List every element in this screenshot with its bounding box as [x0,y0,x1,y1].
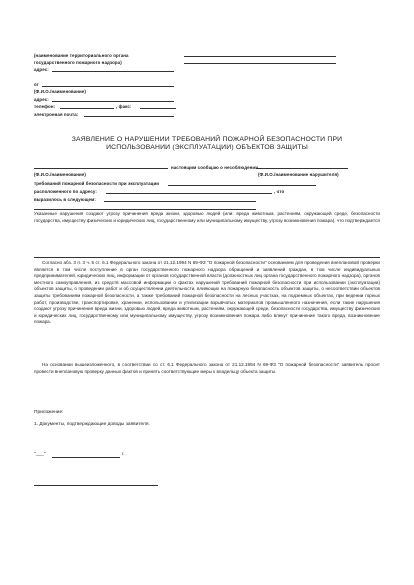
attachments-heading: Приложение: [34,410,64,415]
violator-line [256,168,348,169]
address-line-2 [52,101,174,102]
email-label: электронная почта: [34,112,79,117]
phone-line [60,108,114,109]
violator-caption: (Ф.И.О./наименование нарушителя) [258,172,339,177]
location-line [106,193,272,194]
fio-caption: (Ф.И.О./наименование) [34,172,86,177]
date-line [52,457,120,458]
address-label-1: адрес: [34,67,49,72]
location-label: расположенного по адресу: [34,189,97,194]
phone-label: телефон: [34,104,56,109]
applicant-label: (Ф.И.О./наименование) [34,89,86,94]
paragraph-legal-basis: Согласно абз. 3 п. 3 ч. 5 ст. 6.1 Федерального закона от 21.12.1994 N 69-ФЗ "О пожарной безопасности" основанием для проведения внеплановой проверки является в том числе поступление в орган государственного пожарного надзора обращений и заявлений граждан, в том числе индивидуальных предпринимателей, юридических лиц, информации от органов государственной власти (должностных лиц органа государственного пожарного надзора), органов местного самоуправления, из средств массовой информации о фактах нарушений требований пожарной безопасности при использовании (эксплуатации) объектов защиты, о проведении работ и об осуществлении деятельности, влияющих на пожарную безопасность объектов защиты, о несоответствии объектов защиты требованиям пожарной безопасности, а также требований пожарной безопасности на лесных участках, на подземных объектах, при ведении горных работ, производстве, транспортировке, хранении, использовании и утилизации взрывчатых материалов промышленного назначения, если такие нарушения создают угрозу причинения вреда жизни, здоровью людей, вреда животным, растениям, окружающей среде, безопасности государства, имуществу физических и юридических лиц, государственному или муниципальному имуществу, угрозу возникновения пожара либо влекут причинение такого вреда, возникновение пожара. [34,260,380,325]
document-title [40,136,374,153]
date-prefix: "___" [34,452,46,457]
what-label: , что [274,189,285,194]
addressee-label: (наименование территориального органа [34,53,129,58]
email-line [84,116,174,117]
address-line-1 [52,71,174,72]
signature-line [34,485,158,486]
year-suffix: г. [122,452,125,457]
paragraph-threat: Указанные нарушения создают угрозу причинения вреда жизни, здоровью людей (или: вреда животным, растениям, окружающей среде, безопасности государства, имуществу физических и юридических лиц, государственному или муниципальному имуществу, угрозу возникновения пожара), что подтверждается [34,211,380,223]
expressed-label: выразилось в следующем: [34,197,96,202]
expressed-line [104,201,256,202]
fax-line [140,108,176,109]
object-line [168,185,316,186]
from-label: от [34,82,39,87]
title-line-1: ЗАЯВЛЕНИЕ О НАРУШЕНИИ ТРЕБОВАНИЙ ПОЖАРНОЙ БЕЗОПАСНОСТИ ПРИ [71,136,343,143]
evidence-line [34,257,380,258]
applicant-fio-line [34,168,168,169]
fax-label: , факс: [116,104,132,109]
title-line-2: ИСПОЛЬЗОВАНИИ (ЭКСПЛУАТАЦИИ) ОБЪЕКТОВ ЗАЩИТЫ [106,144,308,152]
addressee-label-2: государственного пожарного надзора) [34,60,122,65]
from-line [42,86,174,87]
addressee-line-2 [184,63,336,64]
expressed-line-2 [34,209,256,210]
paragraph-request: На основании вышеизложенного, в соответствии со ст. 6.1 Федерального закона от 21.12.1994 N 69-ФЗ "О пожарной безопасности" заявитель просит провести внеплановую проверку данных фактов и принять соответствующие меры к владельцу объекта защиты. [34,362,380,374]
addressee-line [184,56,336,57]
address-label-2: адрес: [34,97,49,102]
requirements-label: требований пожарной безопасности при эксплуатации [34,181,160,186]
notify-intro: настоящим сообщаю о несоблюдении [171,165,258,170]
attachment-item-1: 1. Документы, подтверждающие доводы заявителя. [34,422,150,427]
